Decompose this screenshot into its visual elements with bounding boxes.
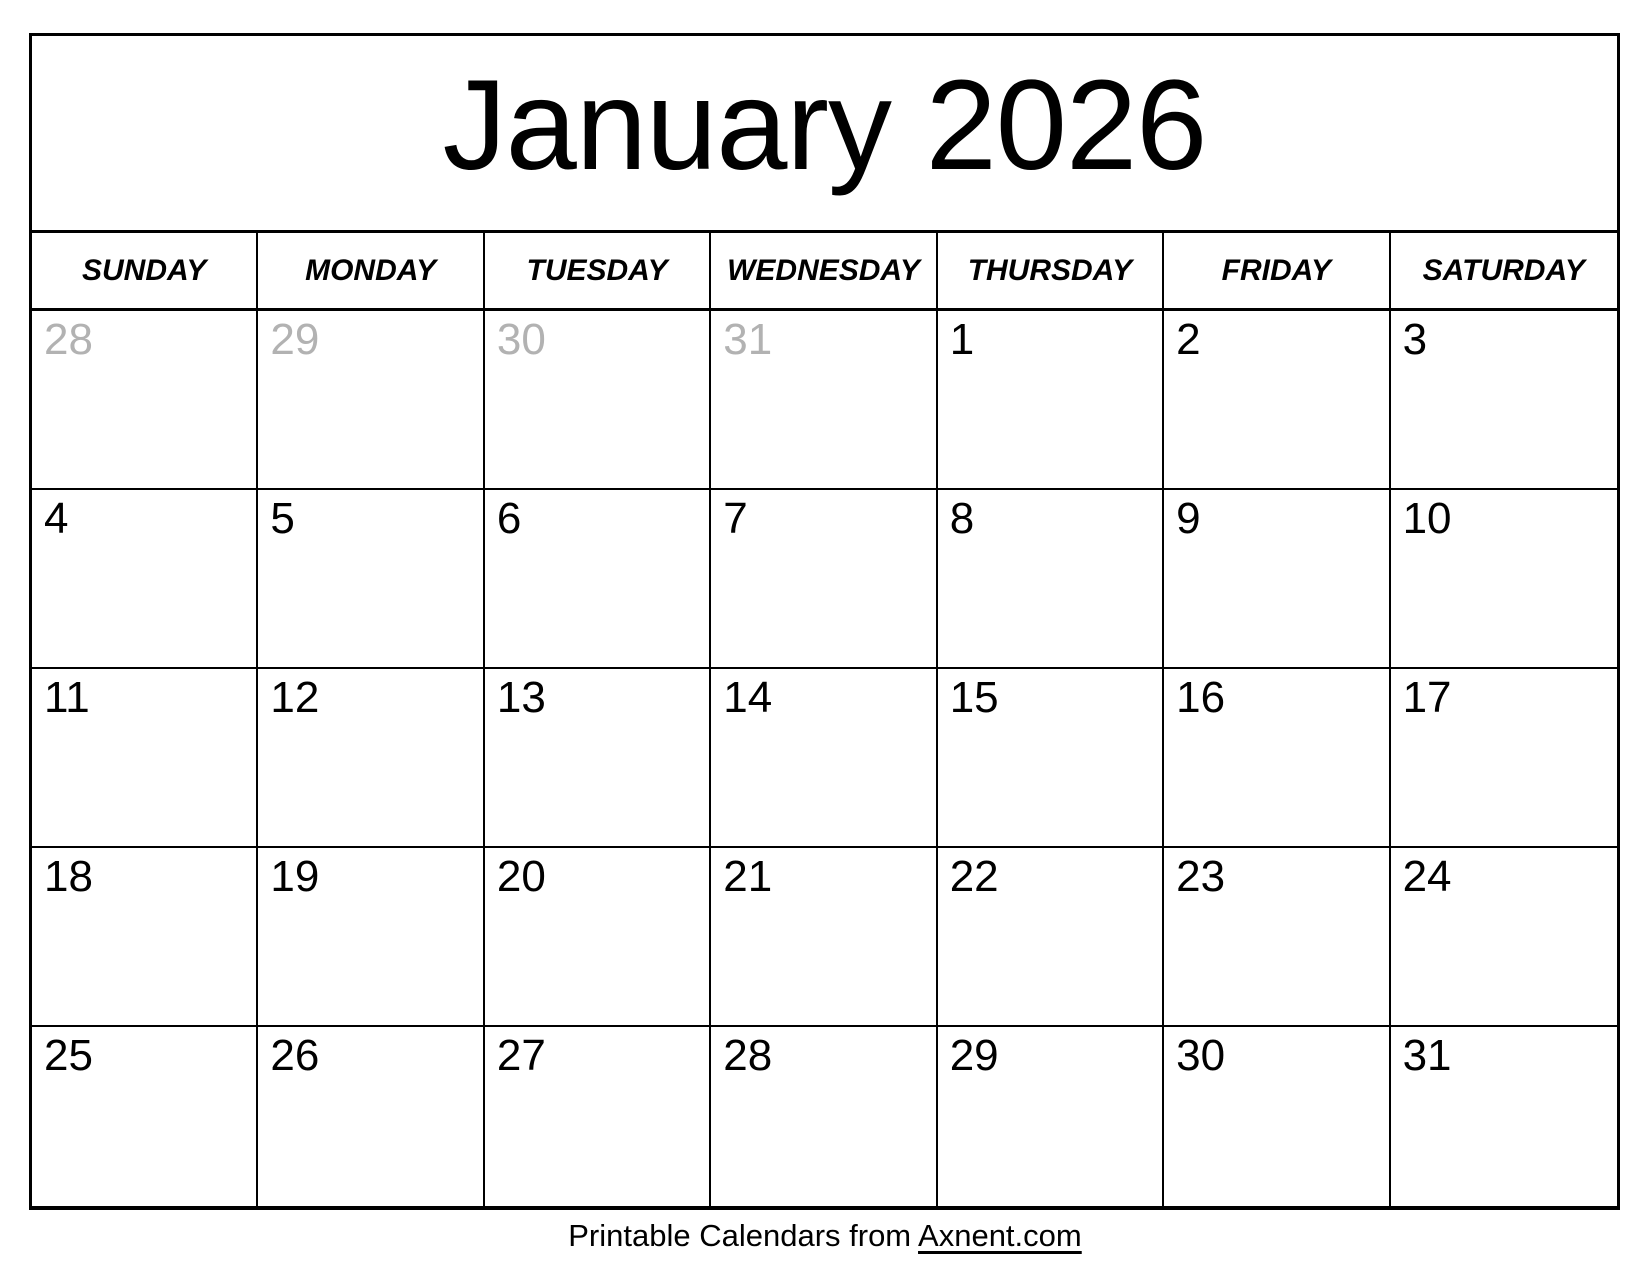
date-number: 8 [949, 494, 975, 543]
date-number: 29 [270, 315, 320, 364]
calendar-cell [938, 848, 1164, 1027]
month-year-title: January 2026 [442, 54, 1207, 197]
date-number: 12 [270, 673, 320, 722]
calendar-cell [711, 311, 937, 490]
date-number: 28 [44, 315, 93, 364]
date-number: 1 [949, 315, 975, 364]
date-number: 19 [270, 852, 320, 901]
calendar-cell [938, 1027, 1164, 1206]
footer [0, 1218, 1650, 1254]
calendar-cell [485, 490, 711, 669]
calendar-cell [485, 669, 711, 848]
calendar-cell [32, 311, 258, 490]
date-number: 13 [496, 673, 546, 722]
weekday-header-saturday: SATURDAY [1422, 253, 1585, 287]
calendar-cell [711, 490, 937, 669]
weekday-header-friday: FRIDAY [1164, 233, 1390, 308]
weekday-header-row [32, 233, 1617, 311]
date-number: 6 [496, 494, 522, 543]
calendar-cell [711, 669, 937, 848]
weekday-header-tuesday: TUESDAY [485, 233, 711, 308]
date-number: 7 [723, 494, 748, 543]
calendar-cell [711, 848, 937, 1027]
date-number: 11 [44, 673, 90, 722]
calendar-cell [1164, 490, 1390, 669]
calendar-cell [938, 669, 1164, 848]
weekday-header-thursday: THURSDAY [938, 233, 1164, 308]
calendar-cell [32, 848, 258, 1027]
date-number: 30 [1176, 1031, 1226, 1080]
calendar [29, 33, 1620, 1210]
calendar-cell [1164, 669, 1390, 848]
date-number: 26 [270, 1031, 320, 1080]
calendar-cell [1164, 848, 1390, 1027]
calendar-cell [485, 848, 711, 1027]
date-number: 21 [723, 852, 773, 901]
weekday-header-wednesday: WEDNESDAY [711, 233, 937, 308]
calendar-cell [258, 1027, 484, 1206]
calendar-cell [1164, 311, 1390, 490]
calendar-cell [32, 669, 258, 848]
date-number: 22 [949, 852, 999, 901]
calendar-cell [1391, 1027, 1617, 1206]
date-number: 10 [1402, 494, 1452, 543]
calendar-cell [32, 1027, 258, 1206]
date-number: 5 [270, 494, 295, 543]
date-number: 18 [44, 852, 93, 901]
date-number: 31 [1402, 1031, 1452, 1080]
calendar-cell [938, 311, 1164, 490]
date-number: 30 [496, 315, 546, 364]
date-number: 27 [496, 1031, 546, 1080]
date-number: 28 [723, 1031, 773, 1080]
calendar-cell [1391, 311, 1617, 490]
calendar-cell [258, 848, 484, 1027]
footer-site-link[interactable]: Axnent.com [918, 1218, 1082, 1253]
calendar-cell [1391, 848, 1617, 1027]
calendar-cell [485, 311, 711, 490]
date-number: 4 [44, 494, 69, 543]
date-number: 16 [1176, 673, 1226, 722]
date-number: 20 [496, 852, 546, 901]
date-number: 23 [1176, 852, 1226, 901]
date-number: 14 [723, 673, 773, 722]
footer-text: Printable Calendars from [568, 1218, 919, 1253]
date-number: 24 [1402, 852, 1452, 901]
date-number: 15 [949, 673, 999, 722]
calendar-title-box [32, 36, 1617, 233]
calendar-cell [485, 1027, 711, 1206]
calendar-cell [938, 490, 1164, 669]
weekday-header-sunday: SUNDAY [32, 233, 258, 308]
date-number: 2 [1176, 315, 1201, 364]
calendar-cell [711, 1027, 937, 1206]
date-number: 17 [1402, 673, 1452, 722]
dates-grid [32, 311, 1617, 1206]
calendar-cell [1391, 669, 1617, 848]
date-number: 31 [723, 315, 773, 364]
date-number: 9 [1176, 494, 1201, 543]
calendar-cell [1164, 1027, 1390, 1206]
calendar-cell [1391, 490, 1617, 669]
weekday-header-monday: MONDAY [258, 233, 484, 308]
calendar-cell [258, 490, 484, 669]
calendar-cell [32, 490, 258, 669]
date-number: 3 [1402, 315, 1428, 364]
calendar-cell [258, 669, 484, 848]
date-number: 25 [44, 1031, 93, 1080]
calendar-cell [258, 311, 484, 490]
date-number: 29 [949, 1031, 999, 1080]
